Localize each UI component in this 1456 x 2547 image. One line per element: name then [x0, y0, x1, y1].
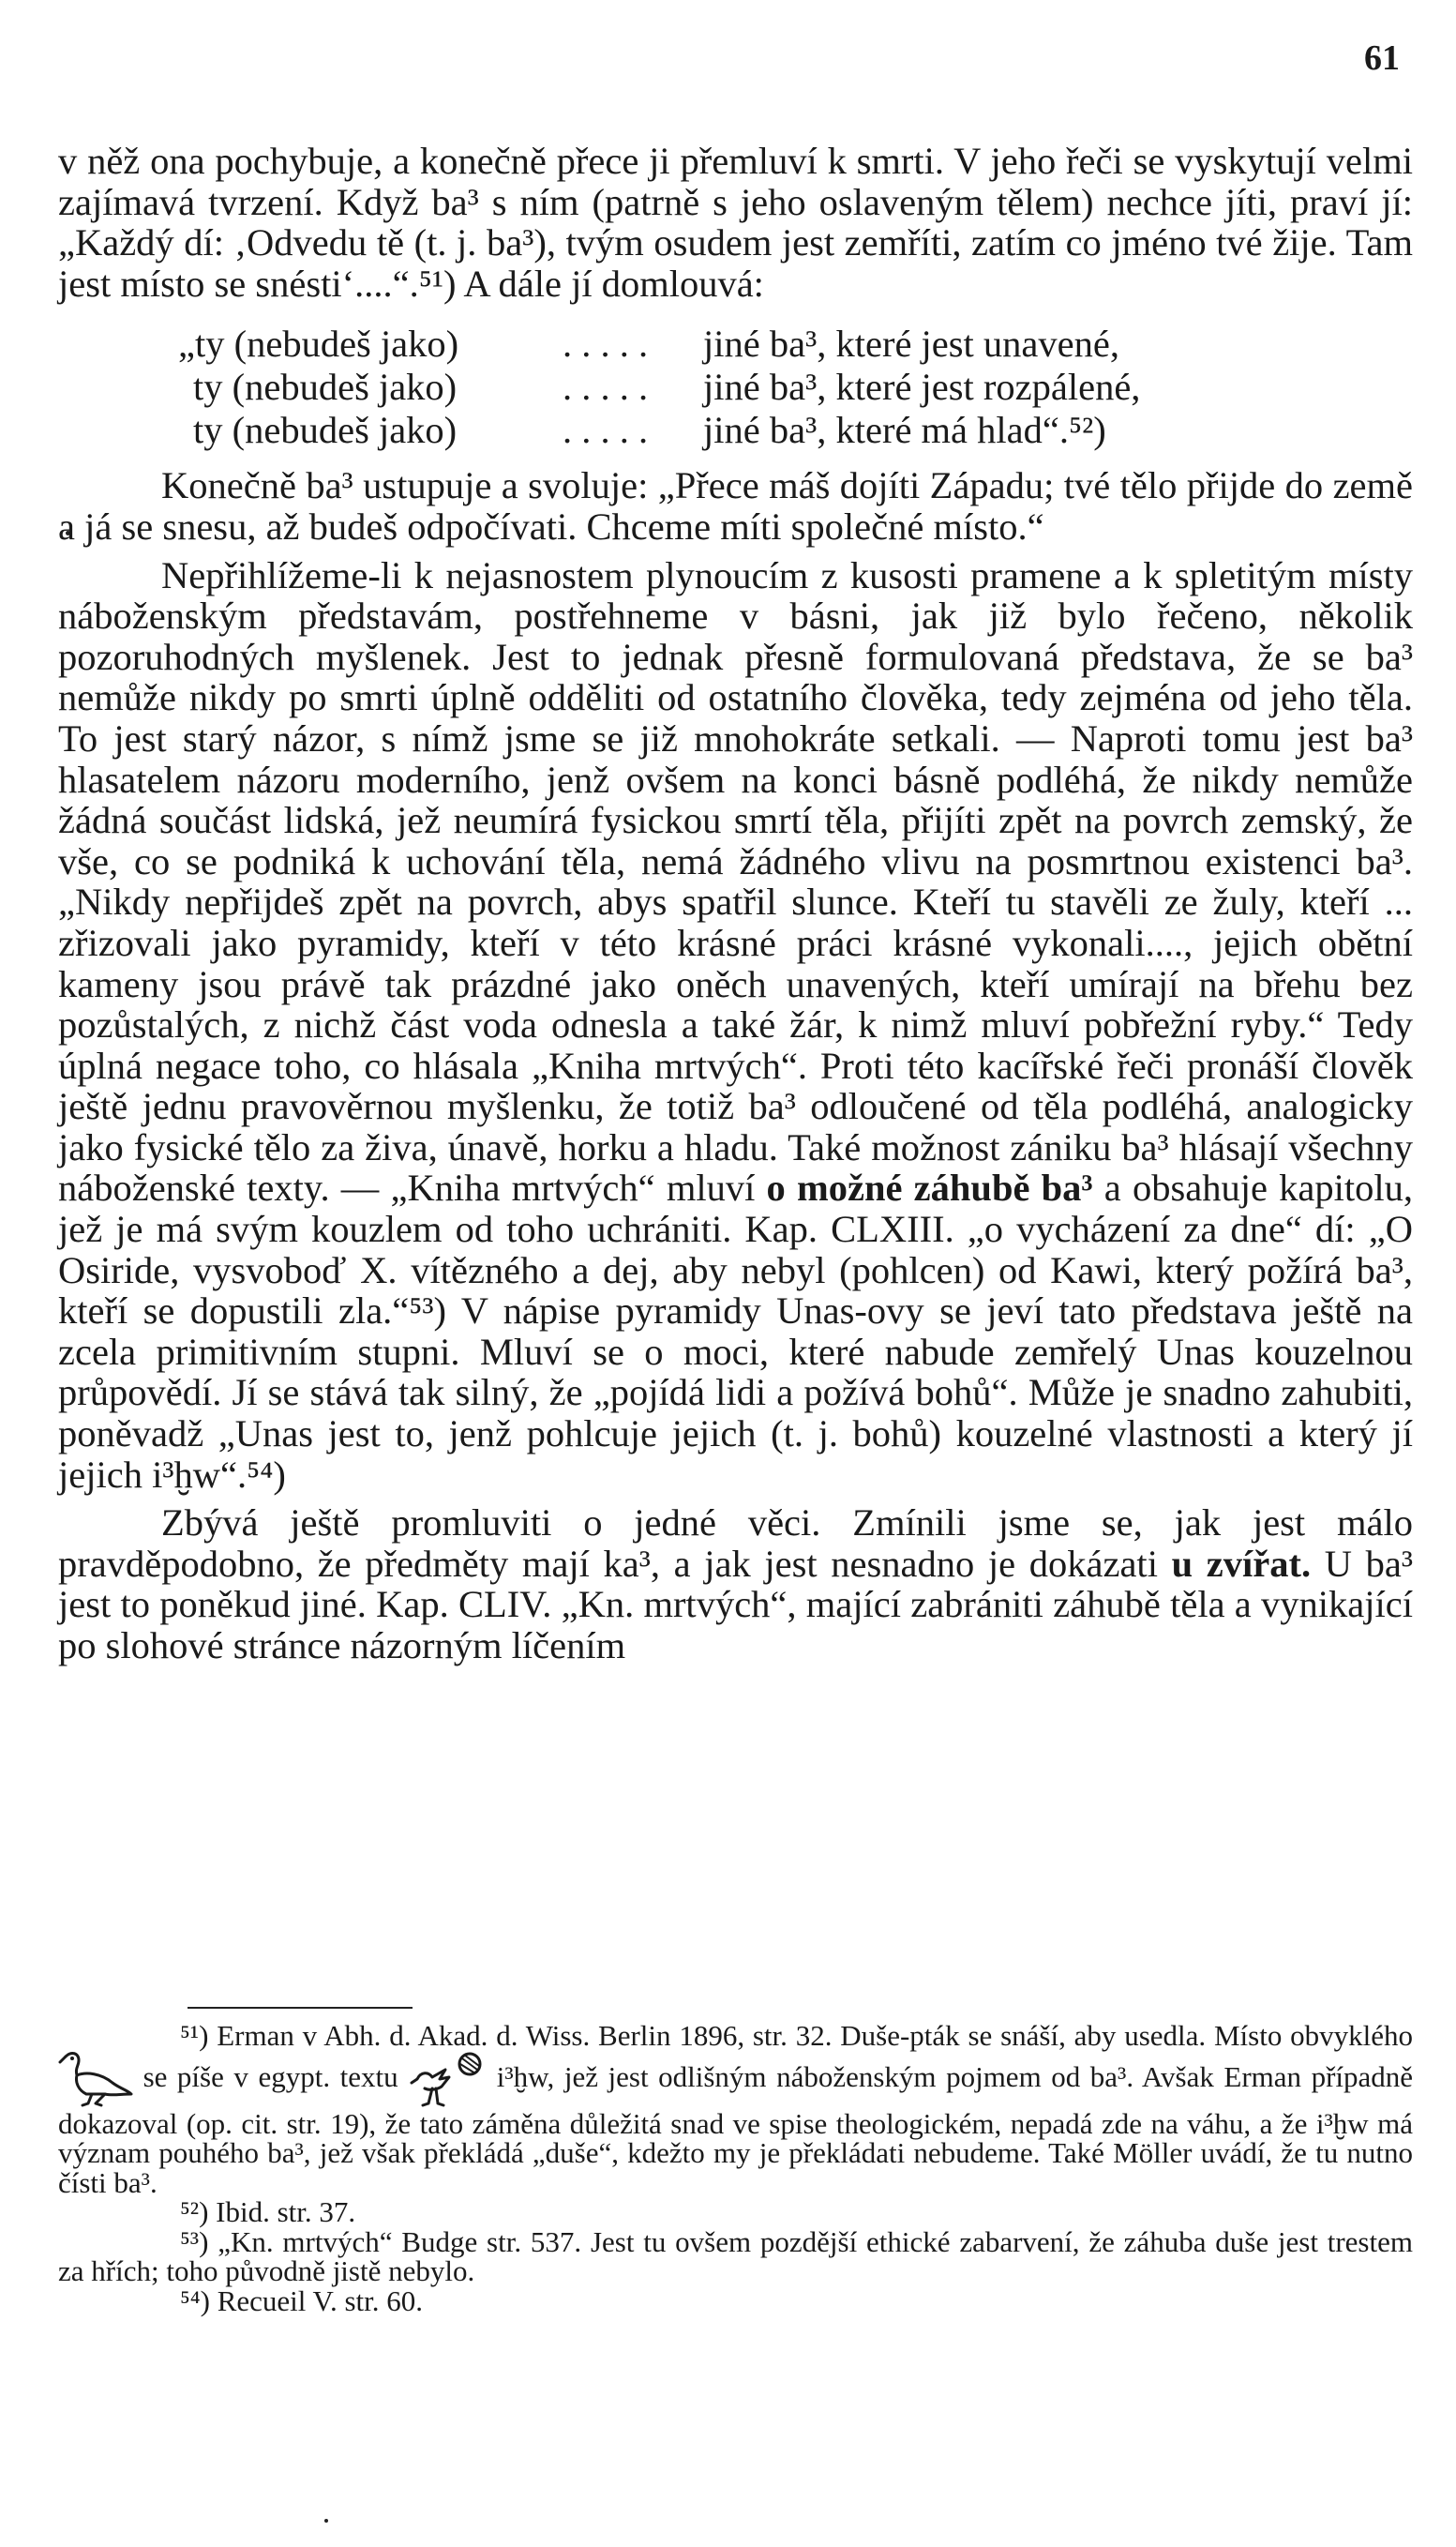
footnote-51-text-a: ⁵¹) Erman v Abh. d. Akad. d. Wiss. Berlin 1896, str. 32. Duše-pták se snáší, aby usedla. Místo obvyklého: [180, 2019, 1413, 2052]
verse-dots: . . . . .: [563, 409, 649, 452]
footnote-51-text-b: se píše v egypt. textu: [143, 2059, 398, 2093]
akh-bird-hieroglyph-icon: [408, 2051, 487, 2109]
verse-right: jiné ba³, které jest rozpálené,: [703, 366, 1141, 409]
footnote-51: [58, 2021, 1413, 2197]
verse-left: ty (nebudeš jako): [193, 409, 458, 452]
paragraph-3-rest: a obsahuje kapitolu, jež je má svým kouzlem od toho uchrániti. Kap. CLXIII. „o vycházení za dne“ dí: „O Osiride, vysvoboď X. vítězného a dej, aby nebyl (pohlcen) od Kawi, který požírá ba³, kteří se dopustili zla.“⁵³) V nápise pyramidy Unas-ovy se jeví tato představa ještě na zcela primitivním stupni. Mluví se o moci, které nabude zemřelý Unas kouzelnou průpovědí. Jí se stává tak silný, že „pojídá lidi a požívá bohů“. Může je snadno zahubiti, poněvadž „Unas jest to, jenž pohlcuje jejich (t. j. bohů) kouzelné vlastnosti a který jí jejich i³ḫw“.⁵⁴): [58, 1167, 1414, 1496]
paragraph-3: [58, 555, 1413, 1496]
footnote-51-text-c: i³ḫw, jež jest odlišným náboženským pojmem od ba³. Avšak Erman případně dokazoval (op. cit. str. 19), že tato záměna důležitá snad ve spise theologickém, nepadá zde na váhu, a že i³ḫw má význam pouhého ba³, jež však překládá „duše“, kdežto my je překládati nebudeme. Také Möller uvádí, že tu nutno čísti ba³.: [58, 2059, 1414, 2199]
paragraph-1: v něž ona pochybuje, a konečně přece ji přemluví k smrti. V jeho řeči se vyskytují velmi zajímavá tvrzení. Když ba³ s ním (patrně s jeho oslaveným tělem) nechce jíti, praví jí: „Každý dí: ‚Odvedu tě (t. j. ba³), tvým osudem jest zemříti, zatím co jméno tvé žije. Tam jest místo se snésti‘....“.⁵¹) A dále jí domlouvá:: [58, 140, 1413, 305]
paragraph-4-rest: U ba³ jest to poněkud jiné. Kap. CLIV. „Kn. mrtvých“, mající zabrániti záhubě těla a vynikající po slohové stránce názorným líčením: [58, 1542, 1414, 1666]
paragraph-3-text: Nepřihlížeme-li k nejasnostem plynoucím z kusosti pramene a k spletitým místy náboženským představám, postřehneme v básni, jak již bylo řečeno, několik pozoruhodných myšlenek. Jest to jednak přesně formulovaná představa, že se ba³ nemůže nikdy po smrti úplně odděliti od ostatního člověka, tedy zejména od jeho těla. To jest starý názor, s nímž jsme se již mnohokráte setkali. — Naproti tomu jest ba³ hlasatelem názoru moderního, jenž ovšem na konci básně podléhá, že nikdy nemůže žádná součást lidská, jež neumírá fysickou smrtí těla, přijíti zpět na povrch zemský, že vše, co se podniká k uchování těla, nemá žádného vlivu na posmrtnou existenci ba³. „Nikdy nepřijdeš zpět na povrch, abys spatřil slunce. Kteří tu stavěli ze žuly, kteří ... zřizovali jako pyramidy, kteří v této krásné práci krásné vykonali...., jejich obětní kameny jsou právě tak prázdné jako oněch unavených, kteří umírají na břehu bez pozůstalých, z nichž část voda odnesla a také žár, k nimž mluví pobřežní ryby.“ Tedy úplná negace toho, co hlásala „Kniha mrtvých“. Proti této kacířské řeči pronáší člověk ještě jednu pravověrnou myšlenku, že totiž ba³ odloučené od těla podléhá, analogicky jako fysické tělo za živa, únavě, horku a hladu. Také možnost zániku ba³ hlásají všechny náboženské texty. — „Kniha mrtvých“ mluví: [58, 553, 1413, 1210]
paragraph-3-bold: o možné záhubě ba³: [766, 1167, 1093, 1210]
ba-bird-hieroglyph-icon: [58, 2051, 133, 2109]
verse-dots: . . . . .: [563, 323, 649, 366]
footnote-rule: [188, 2007, 413, 2009]
verse-dots: . . . . .: [563, 366, 649, 409]
verse-left: ty (nebudeš jako): [193, 366, 458, 409]
paragraph-4-text: Zbývá ještě promluviti o jedné věci. Zmínili jsme se, jak jest málo pravděpodobno, že předměty mají ka³, a jak jest nesnadno je dokázati: [58, 1501, 1413, 1585]
paragraph-4-bold: u zvířat.: [1171, 1542, 1312, 1585]
footnote-54: ⁵⁴) Recueil V. str. 60.: [180, 2283, 423, 2317]
verse-block: [178, 323, 1413, 452]
verse-line: [178, 366, 1413, 409]
verse-right: jiné ba³, které má hlad“.⁵²): [703, 409, 1106, 452]
verse-left: „ty (nebudeš jako): [178, 323, 459, 366]
print-speck: [324, 2519, 328, 2523]
verse-line: [178, 409, 1413, 452]
page-number: 61: [1364, 38, 1400, 78]
main-text: [58, 141, 1413, 1666]
footnote-53: ⁵³) „Kn. mrtvých“ Budge str. 537. Jest tu ovšem pozdější ethické zabarvení, že záhuba duše jest trestem za hřích; toho původně jistě nebylo.: [58, 2224, 1413, 2287]
footnotes: [58, 2021, 1413, 2315]
verse-line: [178, 323, 1413, 366]
verse-right: jiné ba³, které jest unavené,: [703, 323, 1119, 366]
footnote-52: ⁵²) Ibid. str. 37.: [180, 2195, 356, 2228]
paragraph-2: Konečně ba³ ustupuje a svoluje: „Přece máš dojíti Západu; tvé tělo přijde do země a já se snesu, až budeš odpočívati. Chceme míti společné místo.“: [58, 464, 1413, 548]
paragraph-4: [58, 1502, 1413, 1665]
